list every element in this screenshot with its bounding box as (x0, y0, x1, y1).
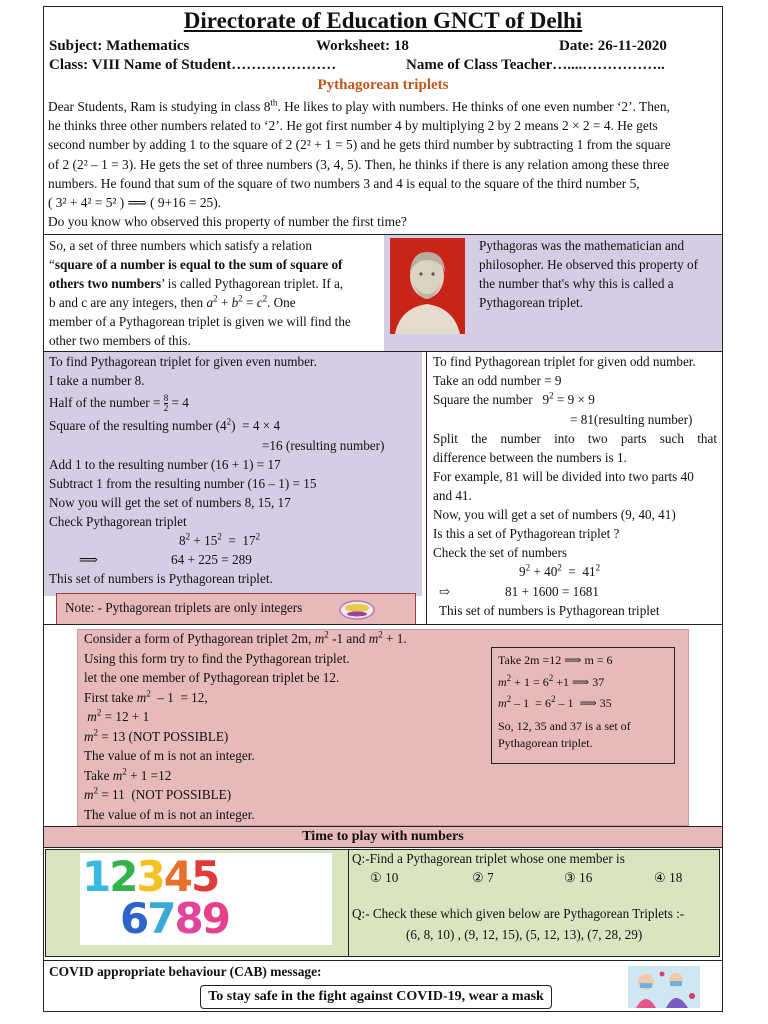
even-line: This set of numbers is Pythagorean triplet. (49, 571, 273, 586)
question-2-sets: (6, 8, 10) , (9, 12, 15), (5, 12, 13), (7, 28, 29) (406, 927, 643, 942)
pythagoras-portrait (390, 238, 465, 334)
even-line: Subtract 1 from the resulting number (16 – 1) = 15 (49, 476, 317, 491)
odd-line: = 81(resulting number) (570, 412, 693, 427)
subject-label: Subject: Mathematics (49, 38, 190, 54)
option-c[interactable]: ③ 16 (564, 870, 593, 885)
cab-message: To stay safe in the fight against COVID-19, wear a mask (200, 985, 552, 1009)
form-line: let the one member of Pythagorean triplet be 12. (84, 670, 340, 685)
topic-title: Pythagorean triplets (317, 77, 449, 93)
form-line: The value of m is not an integer. (84, 806, 255, 822)
intro-line: second number by adding 1 to the square of 2 (2² + 1 = 5) and he gets third number by subtracting 1 from the square (48, 137, 671, 153)
class-teacher-line: Name of Class Teacher…....…………….. (406, 57, 665, 73)
date-label: Date: 26-11-2020 (559, 38, 667, 54)
pythagoras-line: philosopher. He observed this property of (479, 257, 699, 272)
bowl-icon (338, 599, 376, 621)
solution-line: Take 2m =12 ⟹ m = 6 (498, 653, 613, 667)
definition-line: So, a set of three numbers which satisfy a relation (49, 238, 312, 253)
play-band: Time to play with numbers (43, 826, 723, 848)
definition-line: others two numbers’ is called Pythagorean triplet. If a, (49, 276, 344, 291)
form-line: $m^2 = 11$ (NOT POSSIBLE) (84, 785, 232, 802)
divider (43, 624, 723, 625)
odd-line: Square the number $9^2 = 9 \times 9$ (433, 390, 595, 407)
worksheet-number: Worksheet: 18 (316, 38, 409, 54)
even-line: Square of the resulting number $(4^2) = 4 \times 4$ (49, 416, 281, 433)
number-blocks-image (80, 853, 332, 945)
form-line: First take $m^2 - 1 = 12$, (84, 688, 208, 705)
intro-line: of 2 (2² – 1 = 3). He gets the set of three numbers (3, 4, 5). Then, he thinks if there is any relation among these three (48, 156, 670, 172)
question-1-options (352, 868, 716, 890)
even-method (49, 352, 421, 588)
form-line: $m^2 = 12 + 1$ (87, 707, 150, 724)
even-check-equation: $8^2 + 15^2 = 17^2$ (179, 531, 261, 548)
even-line: To find Pythagorean triplet for given even number. (49, 354, 317, 369)
implies-symbol: ⟹ (79, 552, 98, 567)
solution-line: $m^2 + 1 = 6^2 +1$ ⟹ 37 (498, 672, 605, 689)
intro-line: Do you know who observed this property of number the first time? (48, 214, 407, 230)
column-divider (426, 351, 427, 624)
solution-box (491, 647, 675, 764)
even-sum: 64 + 225 = 289 (171, 552, 252, 567)
form-line: Using this form try to find the Pythagorean triplet. (84, 650, 350, 666)
odd-sum: 81 + 1600 = 1681 (505, 584, 599, 599)
option-a[interactable]: ① 10 (370, 870, 399, 885)
definition-line: other two members of this. (49, 333, 191, 348)
form-line: The value of m is not an integer. (84, 748, 255, 763)
definition-line: “square of a number is equal to the sum of square of (49, 257, 343, 272)
pythagoras-line: Pythagoras was the mathematician and (479, 238, 685, 253)
quiz-section (352, 850, 716, 945)
implies-arrow-icon: ⇨ (439, 584, 451, 599)
even-check-result (49, 550, 421, 569)
even-line: Add 1 to the resulting number (16 + 1) = 17 (49, 457, 281, 472)
intro-paragraph (48, 97, 718, 231)
solution-line: So, 12, 35 and 37 is a set of (498, 718, 631, 733)
odd-check-equation: $9^2 + 40^2 = 41^2$ (519, 562, 601, 579)
option-d[interactable]: ④ 18 (654, 870, 683, 885)
digits-row-2: 6789 (120, 894, 229, 943)
intro-line: ( 3² + 4² = 5² ) ⟹ ( 9+16 = 25). (48, 195, 222, 211)
odd-check-result (433, 582, 717, 601)
question-2: Q:- Check these which given below are Pythagorean Triplets :- (352, 906, 685, 921)
odd-line: This set of numbers is Pythagorean triplet (439, 603, 660, 618)
note-box (56, 593, 416, 625)
solution-line: $m^2 - 1 = 6^2 - 1$ ⟹ 35 (498, 694, 612, 710)
divider (43, 960, 723, 961)
form-method (84, 629, 484, 824)
odd-method (433, 352, 717, 620)
intro-line: numbers. He found that sum of the square of two numbers 3 and 4 is equal to the square of the third number 5, (48, 175, 640, 191)
definition-line: member of a Pythagorean triplet is given we will find the (49, 314, 351, 329)
mask-cartoon-image (628, 966, 700, 1008)
odd-line: To find Pythagorean triplet for given odd number. (433, 354, 696, 369)
intro-line: he thinks three other numbers related to ‘2’. He got first number 4 by multiplying 2 by 2 means 2 × 2 = 4. He gets (48, 118, 658, 134)
odd-line: and 41. (433, 488, 472, 503)
question-1: Q:-Find a Pythagorean triplet whose one member is (352, 851, 625, 866)
definition-paragraph (49, 236, 379, 350)
odd-line: Now, you will get a set of numbers (9, 40, 41) (433, 507, 676, 522)
pythagoras-line: the number that's why this is called a (479, 276, 674, 291)
even-line: Check Pythagorean triplet (49, 514, 187, 529)
even-line: I take a number 8. (49, 373, 145, 388)
odd-line: For example, 81 will be divided into two parts 40 (433, 469, 694, 484)
column-divider (348, 849, 349, 957)
odd-line: Split the number into two parts such that (433, 431, 717, 446)
intro-line: Dear Students, Ram is studying in class 8th. He likes to play with numbers. He thinks of one even number ‘2’. Then, (48, 97, 670, 114)
cab-label: COVID appropriate behaviour (CAB) message: (49, 964, 322, 979)
even-line: Half of the number = $\frac{8}{2}$ = 4 (49, 392, 189, 413)
form-line: Consider a form of Pythagorean triplet 2m, $m^2$ -1 and $m^2 + 1$. (84, 629, 407, 646)
even-line: Now you will get the set of numbers 8, 15, 17 (49, 495, 291, 510)
odd-line: Take an odd number = 9 (433, 373, 562, 388)
form-line: $m^2 = 13$ (NOT POSSIBLE) (84, 727, 229, 744)
pythagoras-text (479, 236, 717, 312)
definition-line: b and c are any integers, then $a^2 + b^2 = c^2$. One (49, 293, 296, 310)
note-text: Note: - Pythagorean triplets are only integers (65, 600, 303, 615)
form-line: Take $m^2 + 1 =12$ (84, 766, 172, 783)
digits-row-1: 12345 (82, 852, 219, 901)
option-b[interactable]: ② 7 (472, 870, 494, 885)
odd-line: Is this a set of Pythagorean triplet ? (433, 526, 620, 541)
even-line: =16 (resulting number) (262, 438, 385, 453)
pythagoras-line: Pythagorean triplet. (479, 295, 584, 310)
odd-line: Check the set of numbers (433, 545, 568, 560)
class-student-line: Class: VIII Name of Student………………… (49, 57, 337, 73)
page-title: Directorate of Education GNCT of Delhi (183, 8, 583, 33)
solution-line: Pythagorean triplet. (498, 735, 593, 750)
odd-line: difference between the numbers is 1. (433, 450, 627, 465)
